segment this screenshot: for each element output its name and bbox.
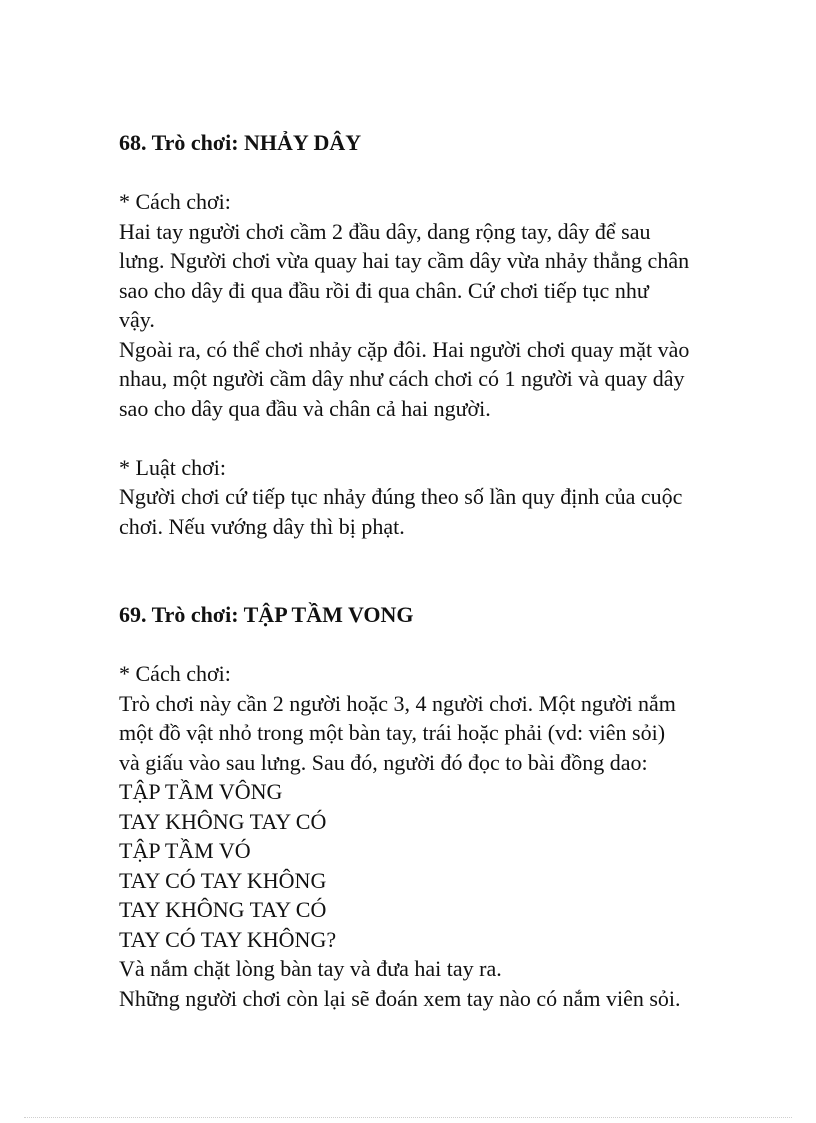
text-line: vậy. bbox=[119, 307, 155, 332]
text-line: sao cho dây qua đầu và chân cả hai người. bbox=[119, 395, 491, 421]
verse-line: TẬP TẦM VÓ bbox=[119, 838, 251, 863]
spacer bbox=[119, 423, 759, 453]
game-section-69 bbox=[119, 600, 759, 1013]
text-line: Và nắm chặt lòng bàn tay và đưa hai tay ra. bbox=[119, 956, 502, 981]
spacer bbox=[119, 630, 759, 660]
verse-line: TAY CÓ TAY KHÔNG bbox=[119, 867, 327, 893]
text-line: lưng. Người chơi vừa quay hai tay cầm dây vừa nhảy thẳng chân bbox=[119, 248, 690, 273]
text-line: Trò chơi này cần 2 người hoặc 3, 4 người chơi. Một người nắm bbox=[119, 690, 676, 716]
how-to-play-label: * Cách chơi: bbox=[119, 661, 231, 686]
verse-line: TẬP TẦM VÔNG bbox=[119, 779, 283, 804]
page-bottom-divider bbox=[24, 1117, 792, 1118]
rules-label: * Luật chơi: bbox=[119, 454, 226, 480]
text-line: Ngoài ra, có thể chơi nhảy cặp đôi. Hai người chơi quay mặt vào bbox=[119, 336, 690, 362]
spacer bbox=[119, 158, 759, 188]
verse-line: TAY KHÔNG TAY CÓ bbox=[119, 897, 327, 922]
section-gap bbox=[119, 541, 759, 600]
game-title: 68. Trò chơi: NHẢY DÂY bbox=[119, 130, 362, 155]
text-line: sao cho dây đi qua đầu rồi đi qua chân. Cứ chơi tiếp tục như bbox=[119, 277, 649, 303]
text-line: nhau, một người cầm dây như cách chơi có 1 người và quay dây bbox=[119, 366, 685, 391]
game-section-68 bbox=[119, 128, 759, 541]
text-line: chơi. Nếu vướng dây thì bị phạt. bbox=[119, 513, 405, 539]
verse-line: TAY KHÔNG TAY CÓ bbox=[119, 808, 327, 834]
text-line: một đồ vật nhỏ trong một bàn tay, trái hoặc phải (vd: viên sỏi) bbox=[119, 720, 666, 745]
text-line: Hai tay người chơi cầm 2 đầu dây, dang rộng tay, dây để sau bbox=[119, 218, 651, 244]
text-line: và giấu vào sau lưng. Sau đó, người đó đọc to bài đồng dao: bbox=[119, 749, 648, 775]
text-line: Người chơi cứ tiếp tục nhảy đúng theo số lần quy định của cuộc bbox=[119, 484, 683, 509]
game-title: 69. Trò chơi: TẬP TẦM VONG bbox=[119, 602, 414, 627]
text-line: Những người chơi còn lại sẽ đoán xem tay nào có nắm viên sỏi. bbox=[119, 985, 681, 1011]
how-to-play-label: * Cách chơi: bbox=[119, 189, 231, 214]
verse-line: TAY CÓ TAY KHÔNG? bbox=[119, 926, 337, 952]
document-page bbox=[119, 128, 759, 1013]
